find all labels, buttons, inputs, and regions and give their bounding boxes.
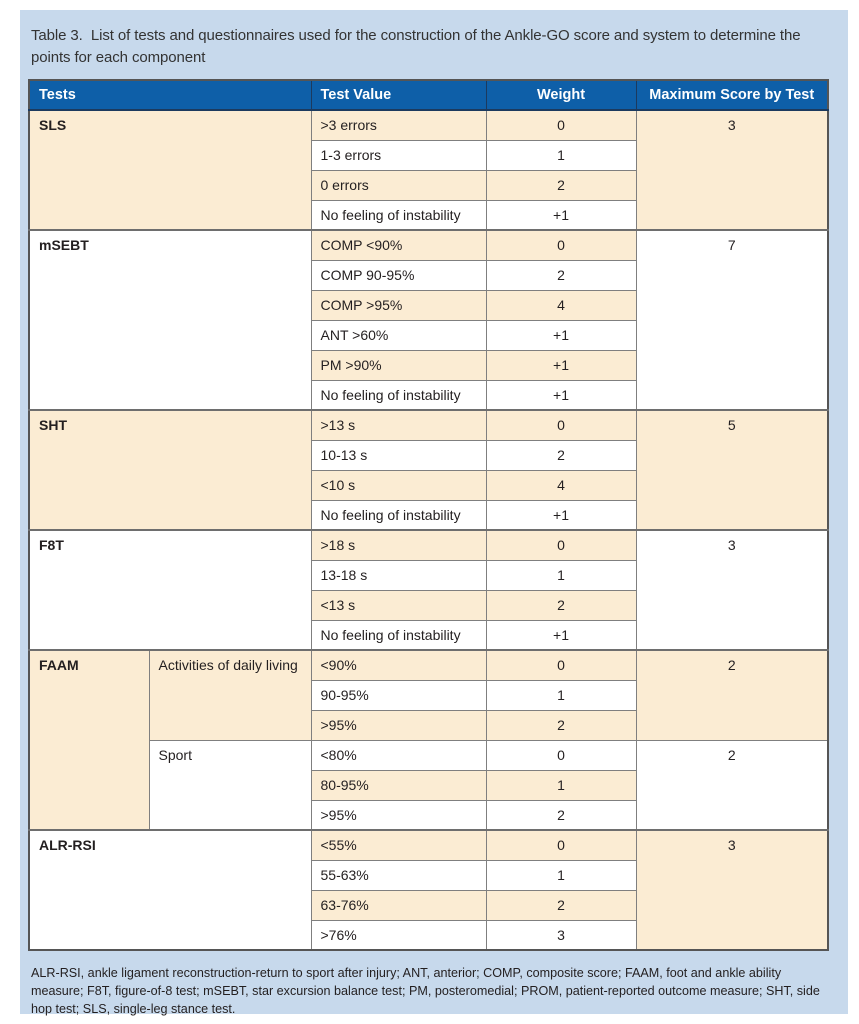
test-value-cell: COMP 90-95%: [311, 260, 486, 290]
max-score-cell: 3: [636, 110, 828, 230]
test-value-cell: COMP <90%: [311, 230, 486, 260]
weight-cell: 4: [486, 470, 636, 500]
table-row: [29, 110, 828, 140]
test-value-cell: No feeling of instability: [311, 380, 486, 410]
test-value-cell: >76%: [311, 920, 486, 950]
max-score-cell: 5: [636, 410, 828, 530]
header-weight: Weight: [486, 80, 636, 110]
table-row: [29, 230, 828, 260]
test-value-cell: COMP >95%: [311, 290, 486, 320]
weight-cell: +1: [486, 380, 636, 410]
subscale-cell: Activities of daily living: [149, 650, 311, 740]
test-value-cell: ANT >60%: [311, 320, 486, 350]
weight-cell: 0: [486, 110, 636, 140]
max-score-cell: 7: [636, 230, 828, 410]
weight-cell: 2: [486, 440, 636, 470]
weight-cell: 2: [486, 890, 636, 920]
test-value-cell: 13-18 s: [311, 560, 486, 590]
test-value-cell: >3 errors: [311, 110, 486, 140]
weight-cell: 0: [486, 830, 636, 860]
weight-cell: 1: [486, 140, 636, 170]
header-tests: Tests: [29, 80, 311, 110]
table-row: [29, 830, 828, 860]
max-score-cell: 3: [636, 830, 828, 950]
test-value-cell: <10 s: [311, 470, 486, 500]
weight-cell: 0: [486, 650, 636, 680]
test-value-cell: 0 errors: [311, 170, 486, 200]
test-value-cell: <90%: [311, 650, 486, 680]
test-value-cell: >95%: [311, 710, 486, 740]
weight-cell: 2: [486, 260, 636, 290]
weight-cell: +1: [486, 500, 636, 530]
test-value-cell: 55-63%: [311, 860, 486, 890]
weight-cell: +1: [486, 620, 636, 650]
test-name-cell: ALR-RSI: [29, 830, 311, 950]
weight-cell: 4: [486, 290, 636, 320]
test-value-cell: >13 s: [311, 410, 486, 440]
weight-cell: 1: [486, 680, 636, 710]
weight-cell: +1: [486, 200, 636, 230]
test-value-cell: 1-3 errors: [311, 140, 486, 170]
test-value-cell: >95%: [311, 800, 486, 830]
table-row: [29, 740, 828, 770]
weight-cell: 2: [486, 590, 636, 620]
weight-cell: 1: [486, 770, 636, 800]
weight-cell: 3: [486, 920, 636, 950]
abbreviations-footnote: ALR-RSI, ankle ligament reconstruction-return to sport after injury; ANT, anterior; COMP, composite score; FAAM, foot and ankle ability measure; F8T, figure-of-8 test; mSEBT, star excursion balance test; PM, posteromedial; PROM, patient-reported outcome measure; SHT, side hop test; SLS, single-leg stance test.: [31, 966, 820, 1016]
header-test-value: Test Value: [311, 80, 486, 110]
subscale-cell: Sport: [149, 740, 311, 830]
test-value-cell: 80-95%: [311, 770, 486, 800]
max-score-cell: 2: [636, 650, 828, 740]
test-value-cell: No feeling of instability: [311, 620, 486, 650]
test-value-cell: >18 s: [311, 530, 486, 560]
weight-cell: 0: [486, 410, 636, 440]
test-value-cell: No feeling of instability: [311, 500, 486, 530]
test-name-cell: SHT: [29, 410, 311, 530]
table-row: [29, 410, 828, 440]
test-name-cell: FAAM: [29, 650, 149, 830]
weight-cell: 2: [486, 800, 636, 830]
weight-cell: 0: [486, 740, 636, 770]
test-value-cell: 63-76%: [311, 890, 486, 920]
header-row: [29, 80, 828, 110]
ankle-go-score-table: [28, 79, 829, 951]
table-row: [29, 530, 828, 560]
test-value-cell: PM >90%: [311, 350, 486, 380]
weight-cell: 1: [486, 560, 636, 590]
weight-cell: +1: [486, 350, 636, 380]
max-score-cell: 2: [636, 740, 828, 830]
weight-cell: +1: [486, 320, 636, 350]
weight-cell: 0: [486, 230, 636, 260]
test-name-cell: mSEBT: [29, 230, 311, 410]
table-row: [29, 650, 828, 680]
weight-cell: 2: [486, 710, 636, 740]
weight-cell: 0: [486, 530, 636, 560]
weight-cell: 2: [486, 170, 636, 200]
test-value-cell: <80%: [311, 740, 486, 770]
test-value-cell: <13 s: [311, 590, 486, 620]
table-caption: Table 3. List of tests and questionnaires used for the construction of the Ankle-GO score and system to determine the points for each component: [31, 27, 801, 66]
test-value-cell: 10-13 s: [311, 440, 486, 470]
test-value-cell: <55%: [311, 830, 486, 860]
test-name-cell: SLS: [29, 110, 311, 230]
table-panel: [20, 10, 848, 1014]
header-max-score: Maximum Score by Test: [636, 80, 828, 110]
test-value-cell: No feeling of instability: [311, 200, 486, 230]
test-name-cell: F8T: [29, 530, 311, 650]
test-value-cell: 90-95%: [311, 680, 486, 710]
weight-cell: 1: [486, 860, 636, 890]
max-score-cell: 3: [636, 530, 828, 650]
